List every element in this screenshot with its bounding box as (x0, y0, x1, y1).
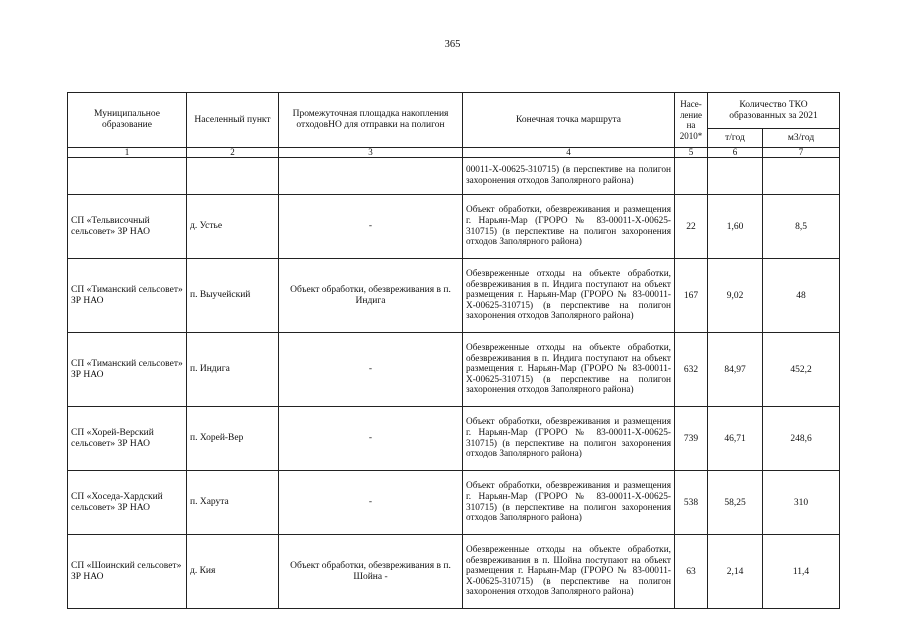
cell-intermediate-site: - (279, 407, 463, 471)
cell-municipality: СП «Шоинский сельсовет» ЗР НАО (68, 535, 187, 609)
cell-endpoint: Объект обработки, обезвреживания и размещения г. Нарьян-Мар (ГРОРО № 83-00011-Х-00625-310715) (в перспективе на полигон захоронения отходов Заполярного района) (463, 471, 675, 535)
table-row (68, 259, 840, 333)
header-intermediate-site: Промежуточная площадка накопления отходовНО для отправки на полигон (279, 93, 463, 148)
cell-intermediate-site (279, 158, 463, 195)
column-number: 2 (187, 148, 279, 158)
cell-intermediate-site: Объект обработки, обезвреживания в п. Шойна - (279, 535, 463, 609)
cell-tons: 46,71 (708, 407, 763, 471)
column-number: 6 (708, 148, 763, 158)
cell-municipality: СП «Хорей-Верский сельсовет» ЗР НАО (68, 407, 187, 471)
cell-tons: 58,25 (708, 471, 763, 535)
cell-settlement (187, 158, 279, 195)
column-number-row (68, 148, 840, 158)
table-row (68, 158, 840, 195)
column-number: 4 (463, 148, 675, 158)
cell-m3: 11,4 (763, 535, 840, 609)
cell-m3: 8,5 (763, 195, 840, 259)
table-row (68, 471, 840, 535)
cell-tons: 2,14 (708, 535, 763, 609)
cell-tons: 9,02 (708, 259, 763, 333)
header-settlement: Населенный пункт (187, 93, 279, 148)
waste-routes-table (67, 92, 840, 609)
table-row (68, 333, 840, 407)
cell-endpoint: Обезвреженные отходы на объекте обработки, обезвреживания в п. Индига поступают на объект размещения г. Нарьян-Мар (ГРОРО № 83-00011-Х-00625-310715) (в перспективе на полигон захоронения отходов Заполярного района) (463, 333, 675, 407)
page-number: 365 (444, 39, 461, 50)
cell-population: 63 (675, 535, 708, 609)
cell-endpoint: Объект обработки, обезвреживания и размещения г. Нарьян-Мар (ГРОРО № 83-00011-Х-00625-310715) (в перспективе на полигон захоронения отходов Заполярного района) (463, 195, 675, 259)
cell-tons: 1,60 (708, 195, 763, 259)
cell-endpoint: Объект обработки, обезвреживания и размещения г. Нарьян-Мар (ГРОРО № 83-00011-Х-00625-310715) (в перспективе на полигон захоронения отходов Заполярного района) (463, 407, 675, 471)
cell-m3: 452,2 (763, 333, 840, 407)
cell-m3: 48 (763, 259, 840, 333)
header-tko-amount: Количество ТКО образованных за 2021 (708, 93, 840, 129)
cell-municipality: СП «Тельвисочный сельсовет» ЗР НАО (68, 195, 187, 259)
cell-settlement: п. Харута (187, 471, 279, 535)
table-row (68, 195, 840, 259)
cell-municipality (68, 158, 187, 195)
header-municipality: Муниципальное образование (68, 93, 187, 148)
cell-settlement: п. Выучейский (187, 259, 279, 333)
cell-municipality: СП «Хоседа-Хардский сельсовет» ЗР НАО (68, 471, 187, 535)
column-number: 7 (763, 148, 840, 158)
cell-m3: 248,6 (763, 407, 840, 471)
cell-endpoint: Обезвреженные отходы на объекте обработки, обезвреживания в п. Индига поступают на объект размещения г. Нарьян-Мар (ГРОРО № 83-00011-Х-00625-310715) (в перспективе на полигон захоронения отходов Заполярного района) (463, 259, 675, 333)
cell-population: 632 (675, 333, 708, 407)
header-row (68, 93, 840, 129)
cell-population: 167 (675, 259, 708, 333)
cell-settlement: п. Хорей-Вер (187, 407, 279, 471)
cell-population: 538 (675, 471, 708, 535)
header-m3-per-year: м3/год (763, 129, 840, 148)
table-row (68, 407, 840, 471)
cell-settlement: п. Индига (187, 333, 279, 407)
header-population: Насе-ление на 2010* (675, 93, 708, 148)
cell-m3: 310 (763, 471, 840, 535)
cell-intermediate-site: - (279, 195, 463, 259)
cell-municipality: СП «Тиманский сельсовет» ЗР НАО (68, 333, 187, 407)
cell-intermediate-site: Объект обработки, обезвреживания в п. Индига (279, 259, 463, 333)
cell-municipality: СП «Тиманский сельсовет» ЗР НАО (68, 259, 187, 333)
cell-endpoint: 00011-Х-00625-310715) (в перспективе на полигон захоронения отходов Заполярного района) (463, 158, 675, 195)
cell-settlement: д. Кия (187, 535, 279, 609)
column-number: 5 (675, 148, 708, 158)
cell-endpoint: Обезвреженные отходы на объекте обработки, обезвреживания в п. Шойна поступают на объект размещения г. Нарьян-Мар (ГРОРО № 83-00011-Х-00625-310715) (в перспективе на полигон захоронения отходов Заполярного района) (463, 535, 675, 609)
header-endpoint: Конечная точка маршрута (463, 93, 675, 148)
column-number: 1 (68, 148, 187, 158)
header-tons-per-year: т/год (708, 129, 763, 148)
cell-intermediate-site: - (279, 333, 463, 407)
cell-intermediate-site: - (279, 471, 463, 535)
cell-population (675, 158, 708, 195)
cell-m3 (763, 158, 840, 195)
cell-population: 739 (675, 407, 708, 471)
table-row (68, 535, 840, 609)
column-number: 3 (279, 148, 463, 158)
cell-population: 22 (675, 195, 708, 259)
cell-tons: 84,97 (708, 333, 763, 407)
cell-settlement: д. Устье (187, 195, 279, 259)
cell-tons (708, 158, 763, 195)
